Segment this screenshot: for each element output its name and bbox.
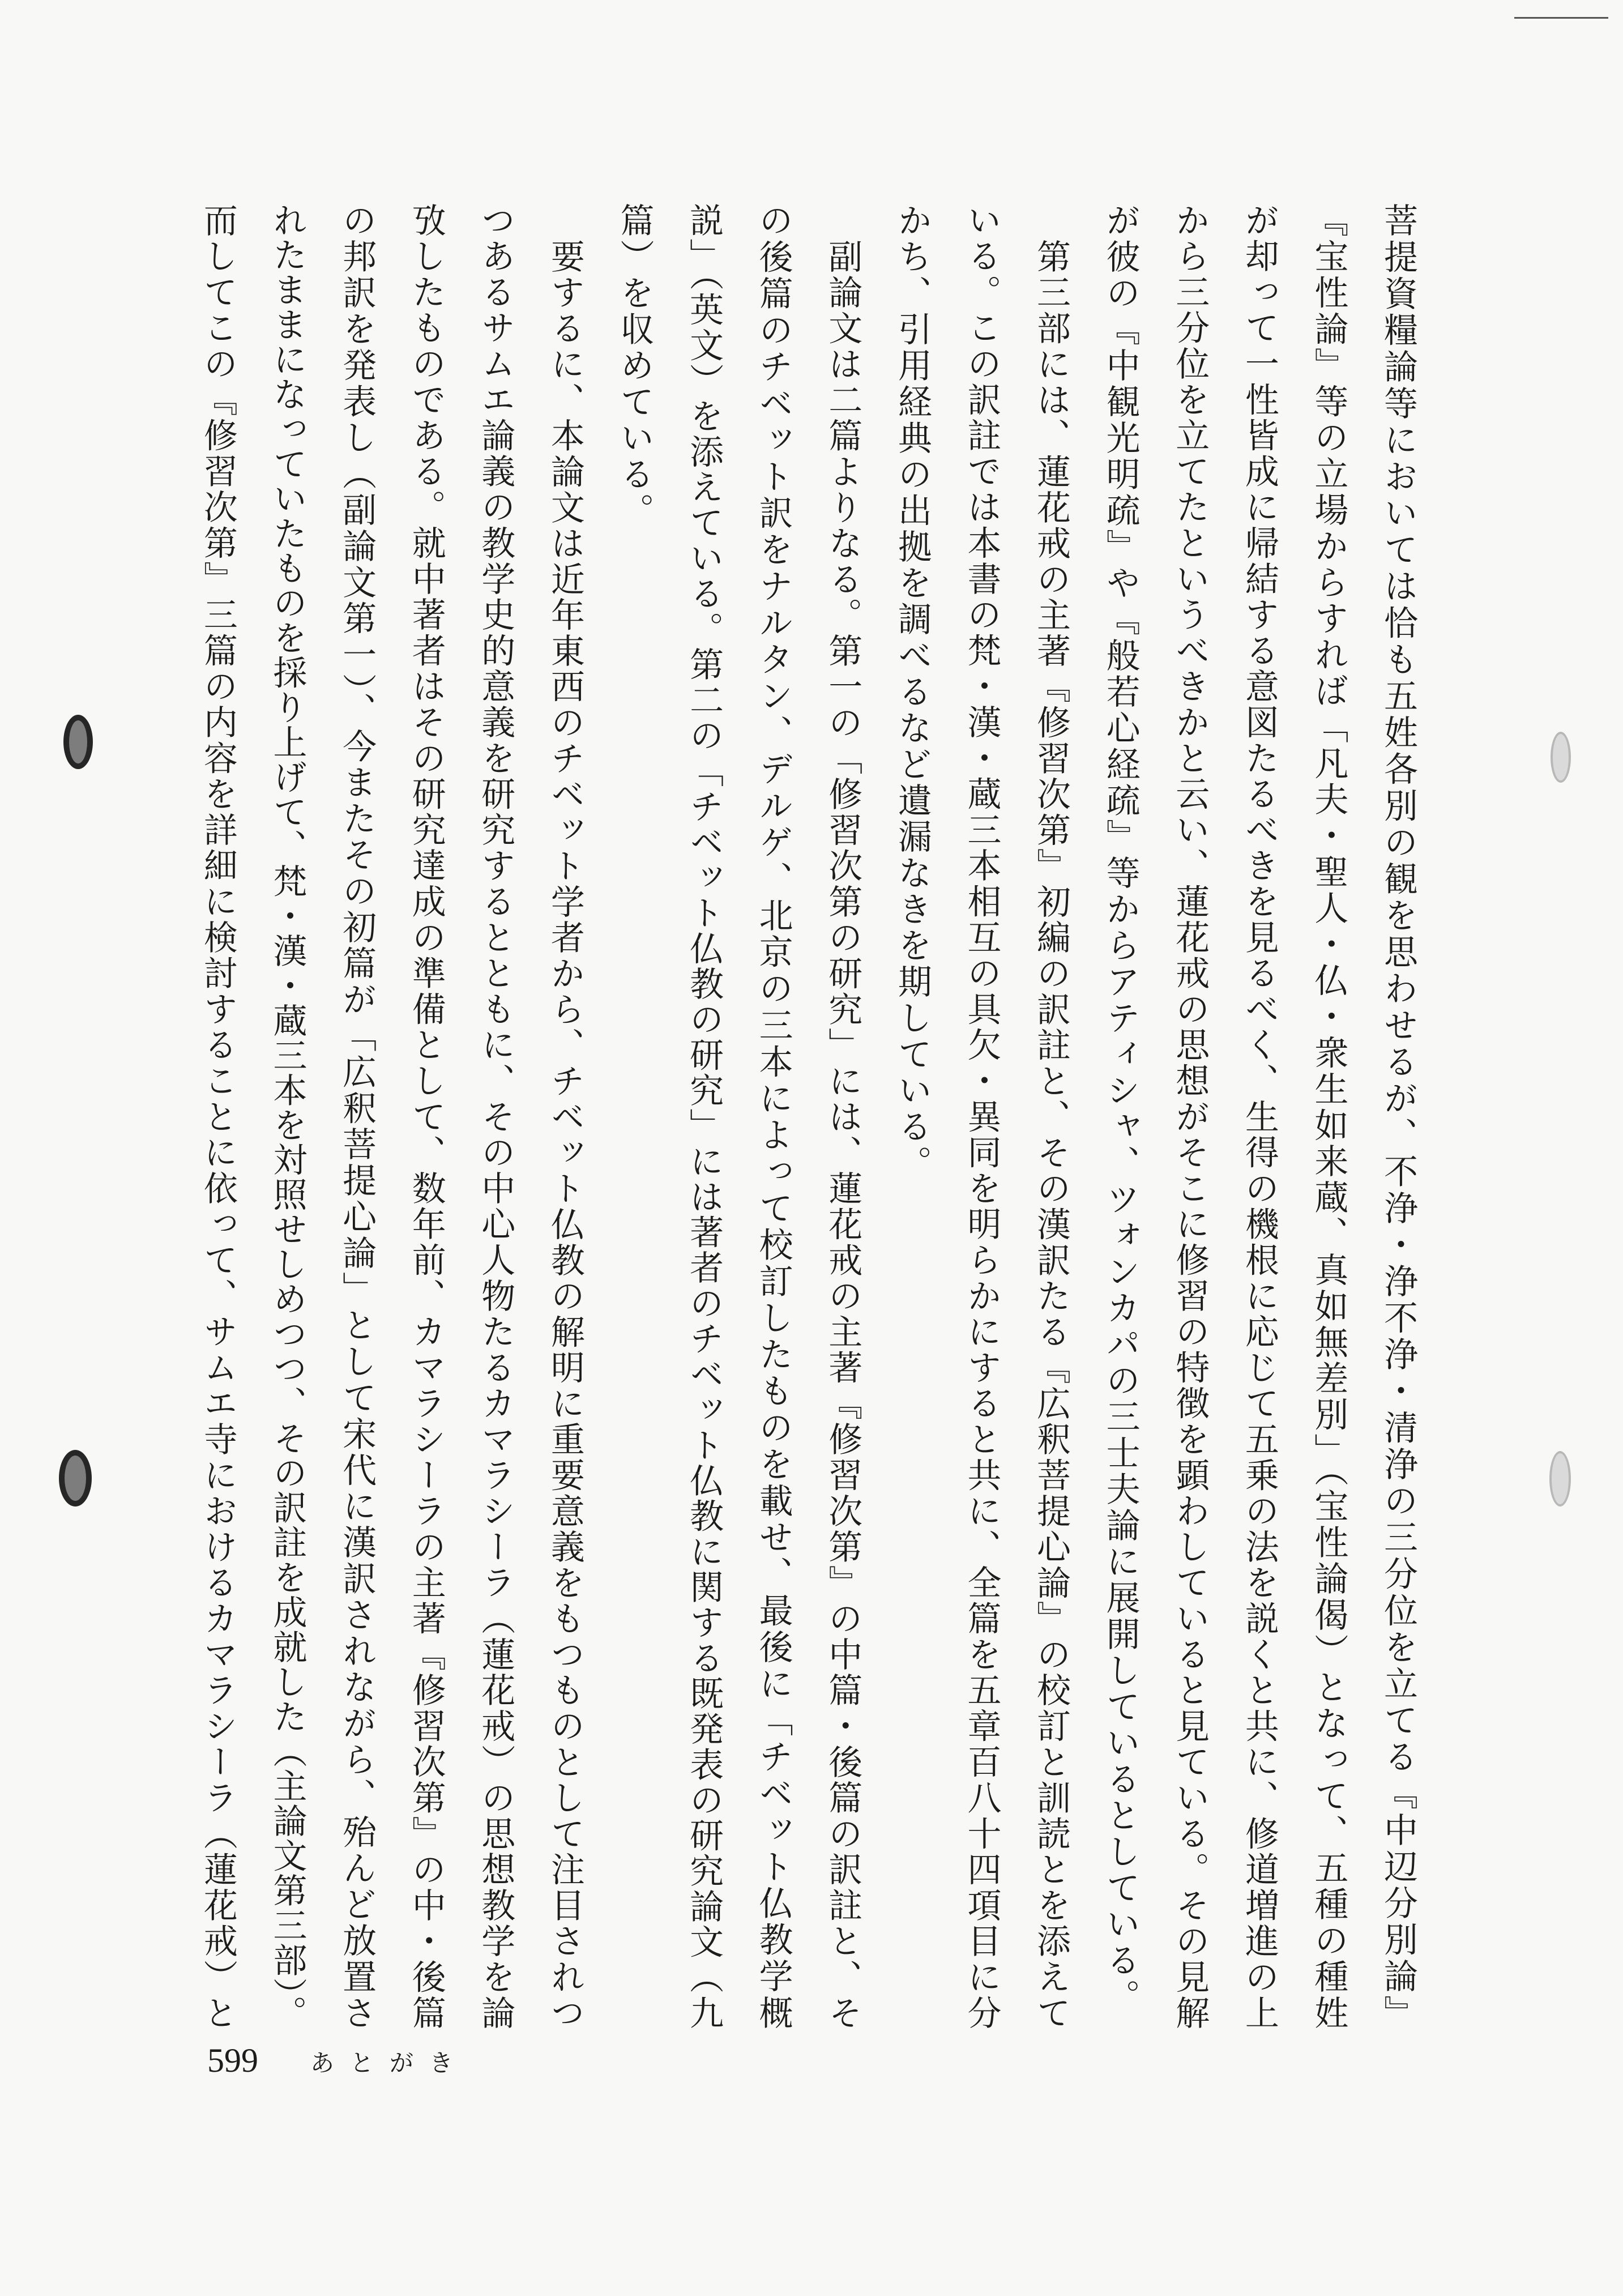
text-line: つあるサムエ論義の教学史的意義を研究するとともに、その中心人物たるカマラシーラ（蓮花戒）の思想教学を論 <box>476 203 516 2032</box>
text-line: 攷したものである。就中著者はその研究達成の準備として、数年前、カマラシーラの主著『修習次第』の中・後篇 <box>406 203 446 2032</box>
binder-hole-mark <box>59 1450 92 1507</box>
text-line: 『宝性論』等の立場からすれば「凡夫・聖人・仏・衆生如来蔵、真如無差別」（宝性論偈）となって、五種の種姓 <box>1309 203 1349 2032</box>
running-head: あとがき <box>310 2049 469 2077</box>
text-line: から三分位を立てたというべきかと云い、蓮花戒の思想がそこに修習の特徴を顕わしていると見ている。その見解 <box>1170 203 1210 2032</box>
scan-edge-line <box>1514 17 1608 19</box>
binder-hole-mark <box>1549 1451 1571 1507</box>
text-line: が却って一性皆成に帰結する意図たるべきを見るべく、生得の機根に応じて五乗の法を説くと共に、修道増進の上 <box>1239 203 1279 2032</box>
text-line: が彼の『中観光明疏』や『般若心経疏』等からアティシャ、ツォンカパの三士夫論に展開しているとしている。 <box>1100 203 1141 2015</box>
text-line: 第三部には、蓮花戒の主著『修習次第』初編の訳註と、その漢訳たる『広釈菩提心論』の校訂と訓読とを添えて <box>1031 239 1071 2032</box>
binder-hole-mark <box>63 715 93 769</box>
text-line: れたままになっていたものを採り上げて、梵・漢・蔵三本を対照せしめつつ、その訳註を成就した（主論文第三部）。 <box>267 203 307 2030</box>
page-number: 599 <box>207 2042 258 2079</box>
binder-hole-mark <box>1551 732 1571 783</box>
text-line: 説」（英文）を添えている。第二の「チベット仏教の研究」には著者のチベット仏教に関する既発表の研究論文（九 <box>684 203 724 2031</box>
text-line: 而してこの『修習次第』三篇の内容を詳細に検討することに依って、サムエ寺におけるカマラシーラ（蓮花戒）と <box>198 203 238 2032</box>
text-line: の邦訳を発表し（副論文第一）、今またその初篇が「広釈菩提心論」として宋代に漢訳されながら、殆んど放置さ <box>337 203 377 2032</box>
text-line: かち、引用経典の出拠を調べるなど遺漏なきを期している。 <box>892 203 932 1181</box>
text-line: 副論文は二篇よりなる。第一の「修習次第の研究」には、蓮花戒の主著『修習次第』の中篇・後篇の訳註と、そ <box>823 239 863 2032</box>
text-line: いる。この訳註では本書の梵・漢・蔵三本相互の具欠・異同を明らかにすると共に、全篇を五章百八十四項目に分 <box>962 203 1002 2032</box>
body-text <box>183 203 1433 2032</box>
text-line: の後篇のチベット訳をナルタン、デルゲ、北京の三本によって校訂したものを載せ、最後に「チベット仏教学概 <box>753 203 793 2032</box>
text-line: 菩提資糧論等においては恰も五姓各別の観を思わせるが、不浄・浄不浄・清浄の三分位を立てる『中辺分別論』 <box>1378 203 1418 2032</box>
text-line: 要するに、本論文は近年東西のチベット学者から、チベット仏教の解明に重要意義をもつものとして注目されつ <box>545 239 585 2032</box>
text-line: 篇）を収めている。 <box>614 203 655 529</box>
